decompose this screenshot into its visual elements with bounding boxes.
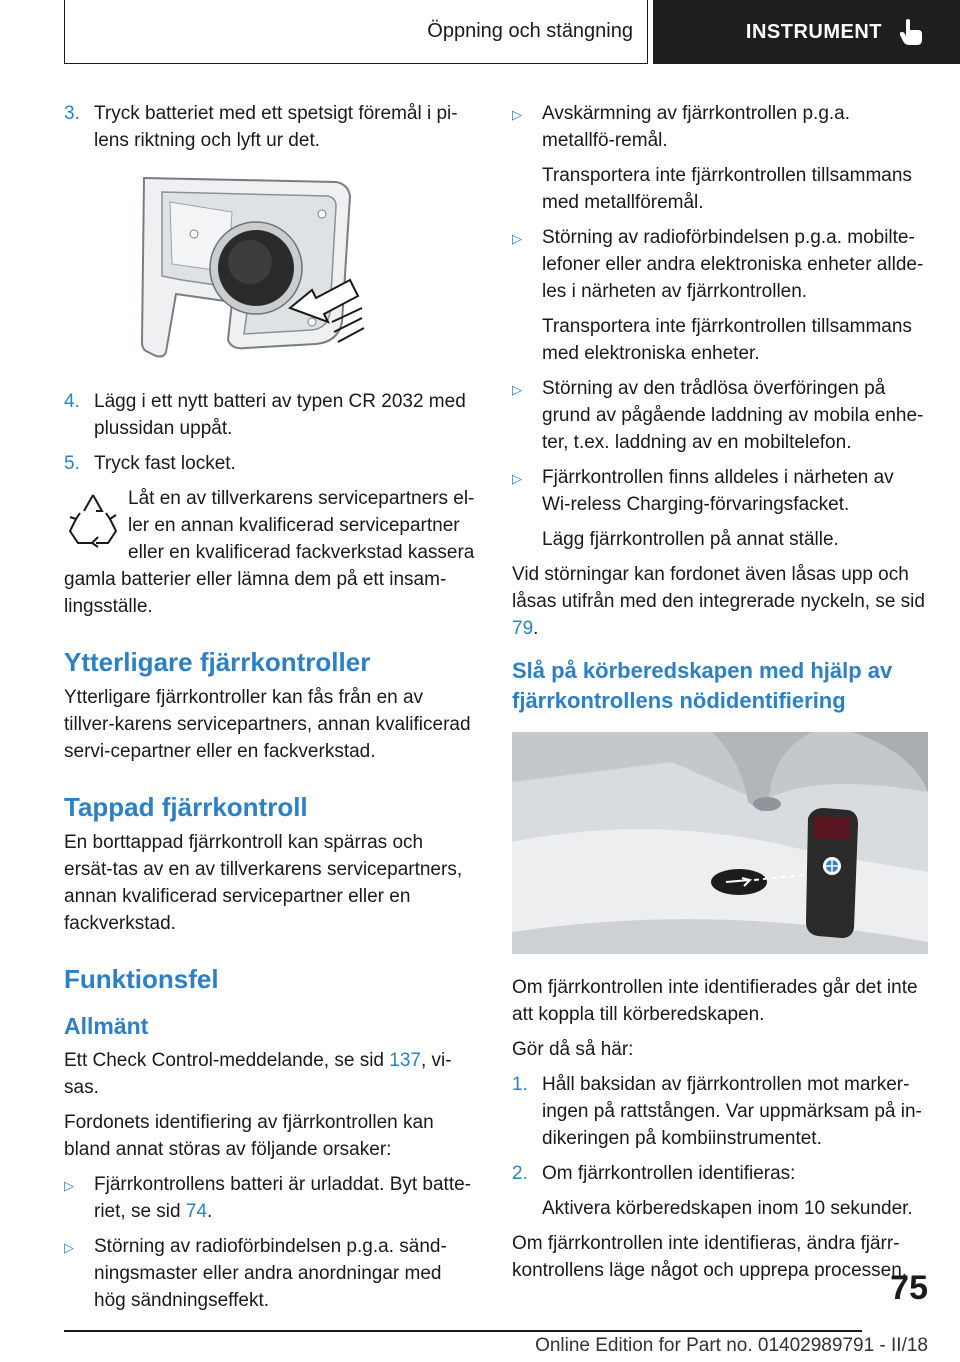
triangle-bullet-icon: ▷ [64,1178,74,1193]
triangle-bullet-icon: ▷ [512,231,522,246]
steering-column-photo [512,732,928,954]
step-number: 5. [64,453,80,474]
step-text: Lägg i ett nytt batteri av typen CR 2032 med plussidan uppåt. [94,391,466,439]
paragraph-not-identified: Om fjärrkontrollen inte identifierades går det inte att koppla till körberedskapen. [512,977,918,1025]
bullet-text: Fjärrkontrollen finns alldeles i närheten av Wi-reless Charging-förvaringsfacket. [542,467,894,515]
step-3 [64,100,476,154]
left-column [64,100,476,1322]
chapter-tab[interactable] [653,0,960,64]
step-text: Tryck fast locket. [94,453,236,474]
paragraph-text: , vi-sas. [64,1050,452,1098]
paragraph-integrated-key [512,561,926,642]
bullet-text: Fjärrkontrollens batteri är urladdat. Byt batte-riet, se sid 74. [94,1174,472,1222]
paragraph-additional-remotes: Ytterligare fjärrkontroller kan fås från en av tillver-karens servicepartners, annan kvalificerad servi-cepartner eller en fackverkstad. [64,687,471,762]
paragraph-lost-remote: En borttappad fjärrkontroll kan spärras och ersät-tas av en av tillverkarens servicepartners, annan kvalificerad servicepartner eller en fackverkstad. [64,832,463,934]
paragraph-do-this: Gör då så här: [512,1039,634,1060]
bullet-phones [512,224,926,305]
bullet-text: Avskärmning av fjärrkontrollen p.g.a. metallfö-remål. [542,103,851,151]
bullet-transmitters [64,1233,476,1314]
step-text: Om fjärrkontrollen identifieras: [542,1163,796,1184]
paragraph-text: . [533,618,539,639]
bullet-subtext: Transportera inte fjärrkontrollen tillsammans med elektroniska enheter. [542,316,912,364]
heading-emergency-detection: Slå på körberedskapen med hjälp av fjärrkontrollens nödidentifiering [512,658,893,713]
paragraph-final: Om fjärrkontrollen inte identifieras, ändra fjärr-kontrollens läge något och upprepa processen. [512,1233,908,1281]
pointing-hand-icon [898,18,924,46]
page-number: 75 [890,1269,928,1307]
edition-footer: Online Edition for Part no. 01402989791 - II/18 [535,1335,928,1356]
step-text: Håll baksidan av fjärrkontrollen mot marker-ingen på rattstången. Var uppmärksam på in-dikeringen på kombiinstrumentet. [542,1074,922,1149]
step-text: Tryck batteriet med ett spetsigt föremål i pi-lens riktning och lyft ur det. [94,103,458,151]
chapter-title: INSTRUMENT [745,20,882,43]
right-column [512,100,926,1292]
paragraph-check-control [64,1047,476,1101]
paragraph-text: Vid störningar kan fordonet även låsas upp och låsas utifrån med den integrerade nyckeln, se sid [512,564,925,612]
bullet-text: Störning av radioförbindelsen p.g.a. sänd-ningsmaster eller andra anordningar med hög sändningseffekt. [94,1236,447,1311]
bullet-charging [512,375,926,456]
heading-additional-remotes: Ytterligare fjärrkontroller [64,647,371,677]
triangle-bullet-icon: ▷ [512,107,522,122]
heading-malfunction: Funktionsfel [64,964,219,994]
step-1 [512,1071,926,1152]
bullet-subtext: Lägg fjärrkontrollen på annat ställe. [542,529,839,550]
bullet-battery [64,1171,476,1225]
heading-general: Allmänt [64,1013,149,1039]
bullet-subtext: Transportera inte fjärrkontrollen tillsammans med metallföremål. [542,165,912,213]
triangle-bullet-icon: ▷ [512,471,522,486]
heading-lost-remote: Tappad fjärrkontroll [64,792,308,822]
page-link[interactable]: 137 [389,1050,421,1071]
bullet-text: Störning av den trådlösa överföringen på grund av pågående laddning av mobila enhe-ter, t.ex. laddning av en mobiltelefon. [542,378,924,453]
step-number: 2. [512,1163,528,1184]
triangle-bullet-icon: ▷ [512,382,522,397]
section-header [64,0,648,64]
paragraph-causes: Fordonets identifiering av fjärrkontrollen kan bland annat störas av följande orsaker: [64,1112,434,1160]
paragraph-text: Ett Check Control-meddelande, se sid [64,1050,390,1071]
bullet-text: Störning av radioförbindelsen p.g.a. mobilte-lefoner eller andra elektroniska enheter allde-les i närheten av fjärrkontrollen. [542,227,924,302]
recycle-icon [64,489,124,549]
footer-divider [64,1330,862,1332]
step-number: 4. [64,391,80,412]
step-5 [64,450,476,477]
page-link[interactable]: 74 [185,1201,208,1222]
step-2 [512,1160,926,1187]
note-text: Låt en av tillverkarens servicepartners el-ler en annan kvalificerad servicepartner eller en kvalificerad fackverkstad kassera gamla batterier eller lämna dem på ett insam-lingsställe. [64,488,475,617]
key-battery-figure [136,172,476,366]
step-4 [64,388,476,442]
step-number: 3. [64,103,80,124]
bullet-metal [512,100,926,154]
section-title: Öppning och stängning [427,20,633,42]
page-link[interactable]: 79 [512,618,534,639]
recycle-note [64,485,476,620]
bullet-wireless-tray [512,464,926,518]
triangle-bullet-icon: ▷ [64,1240,74,1255]
step-subtext: Aktivera körberedskapen inom 10 sekunder. [542,1198,913,1219]
step-number: 1. [512,1074,528,1095]
